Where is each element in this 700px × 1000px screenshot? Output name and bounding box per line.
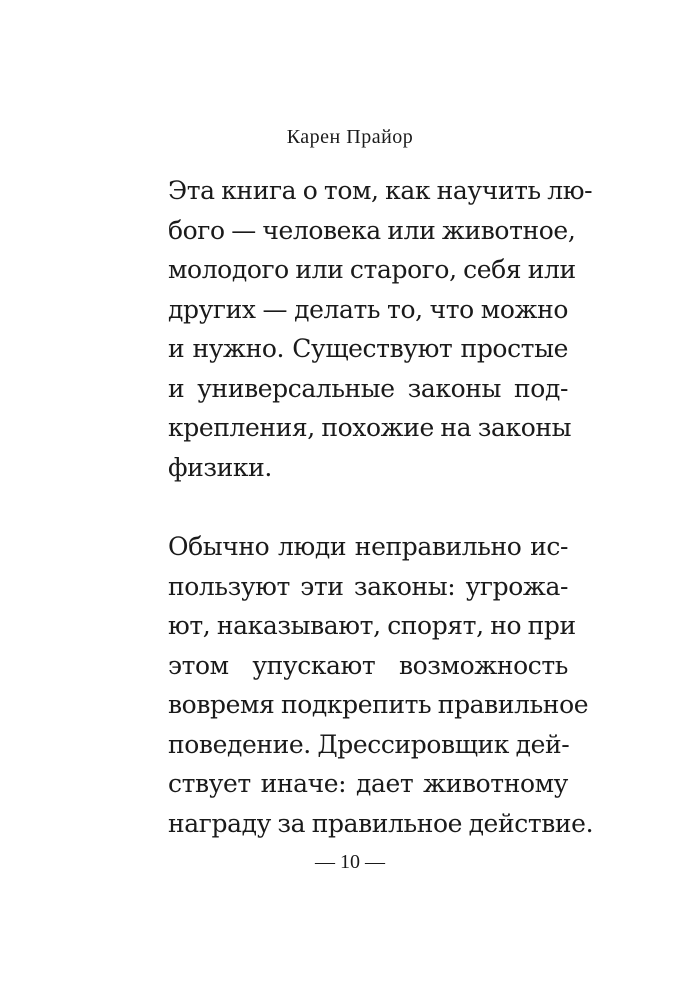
text-line: вовремя подкрепить правильное [168, 690, 589, 719]
text-line: Эта книга о том, как научить лю- [168, 176, 593, 205]
body-text [168, 171, 594, 843]
text-line: ствует иначе: дает животному [168, 769, 568, 798]
text-line: Обычно люди неправильно ис- [168, 532, 568, 561]
text-line: пользуют эти законы: угрожа- [168, 571, 568, 601]
text-line: других — делать то, что можно [168, 294, 568, 324]
text-line: молодого или старого, себя или [168, 255, 576, 284]
text-line: этом упускают возможность [168, 650, 568, 680]
paragraph-1 [168, 171, 593, 487]
text-line: физики. [168, 452, 272, 482]
page-number: — 10 — [315, 851, 385, 873]
text-line: ют, наказывают, спорят, но при [168, 611, 576, 640]
text-line: и универсальные законы под- [168, 373, 568, 403]
text-line: крепления, похожие на законы [168, 413, 572, 442]
paragraph-2 [168, 527, 594, 843]
text-line: награду за правильное действие. [168, 808, 594, 838]
running-header-author: Карен Прайор [286, 126, 414, 148]
text-line: бого — человека или животное, [168, 215, 576, 245]
text-line: и нужно. Существуют простые [168, 334, 568, 363]
text-line: поведение. Дрессировщик дей- [168, 729, 570, 759]
